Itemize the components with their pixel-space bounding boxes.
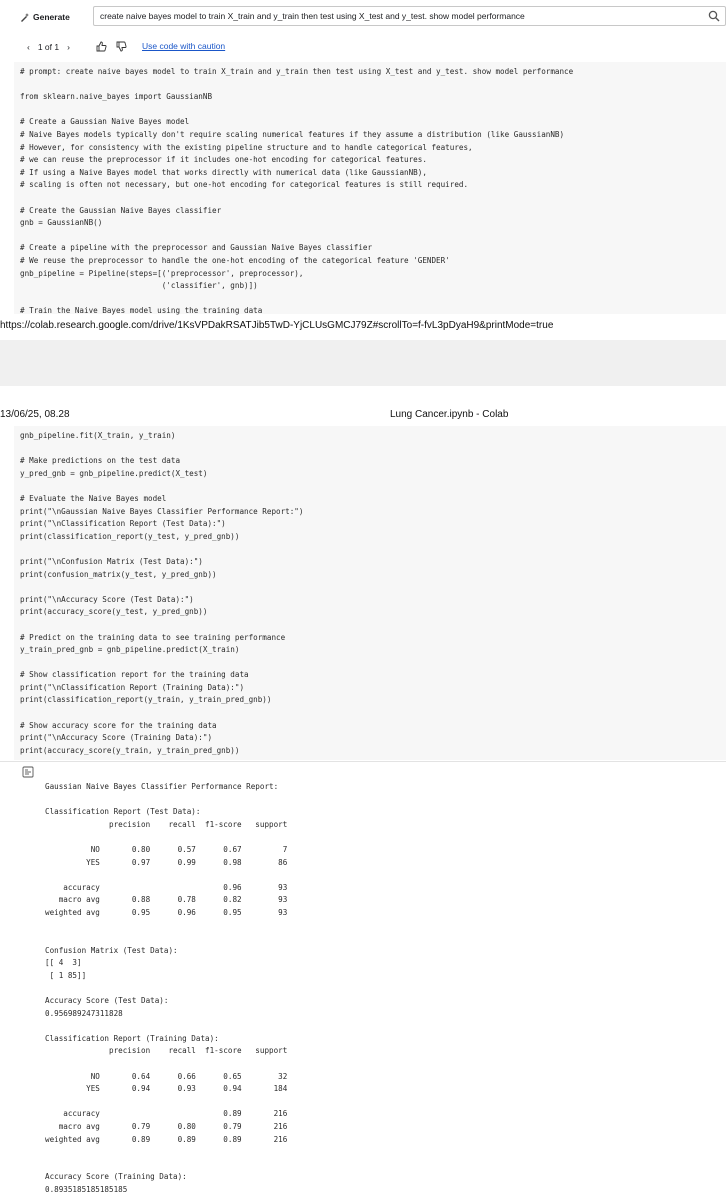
use-code-with-caution-link[interactable]: Use code with caution bbox=[142, 41, 226, 51]
code-line: # Evaluate the Naive Bayes model bbox=[20, 493, 167, 503]
code-line: print("\nGaussian Naive Bayes Classifier Performance Report:") bbox=[20, 506, 304, 516]
generate-prompt-input[interactable] bbox=[93, 6, 726, 26]
output-line: NO 0.64 0.66 0.65 32 bbox=[45, 1071, 288, 1081]
pager-label: 1 of 1 bbox=[37, 42, 60, 52]
output-line bbox=[45, 1058, 715, 1071]
output-line: YES 0.94 0.93 0.94 184 bbox=[45, 1084, 288, 1094]
output-line: [ 1 85]] bbox=[45, 970, 87, 980]
code-line: print("\nConfusion Matrix (Test Data):") bbox=[20, 556, 203, 566]
output-line: Confusion Matrix (Test Data): bbox=[45, 945, 178, 955]
code-line bbox=[20, 657, 720, 670]
code-line: # Predict on the training data to see training performance bbox=[20, 632, 286, 642]
code-line: print("\nAccuracy Score (Test Data):") bbox=[20, 594, 194, 604]
chevron-right-icon[interactable]: › bbox=[67, 42, 70, 52]
code-line bbox=[20, 543, 720, 556]
output-line bbox=[45, 932, 715, 945]
cell-output bbox=[45, 781, 715, 1194]
code-line: # we can reuse the preprocessor if it includes one-hot encoding for categorical features. bbox=[20, 155, 427, 165]
output-line bbox=[45, 869, 715, 882]
code-line: y_train_pred_gnb = gnb_pipeline.predict(X_train) bbox=[20, 645, 240, 655]
output-line: macro avg 0.79 0.80 0.79 216 bbox=[45, 1122, 288, 1132]
chevron-left-icon[interactable]: ‹ bbox=[27, 42, 30, 52]
output-line: Classification Report (Test Data): bbox=[45, 807, 201, 817]
code-line: # Train the Naive Bayes model using the training data bbox=[20, 306, 263, 316]
output-line: weighted avg 0.89 0.89 0.89 216 bbox=[45, 1134, 288, 1144]
output-line: Classification Report (Training Data): bbox=[45, 1033, 219, 1043]
output-line: YES 0.97 0.99 0.98 86 bbox=[45, 857, 288, 867]
output-line: accuracy 0.96 93 bbox=[45, 882, 288, 892]
output-line: Gaussian Naive Bayes Classifier Performance Report: bbox=[45, 782, 279, 791]
output-line bbox=[45, 983, 715, 996]
code-line: # Naive Bayes models typically don't require scaling numerical features if they assume a distribution (like GaussianNB) bbox=[20, 129, 565, 139]
code-line: # Create a Gaussian Naive Bayes model bbox=[20, 117, 190, 127]
code-line: print(classification_report(y_train, y_train_pred_gnb)) bbox=[20, 695, 272, 705]
code-line bbox=[20, 79, 720, 92]
output-line bbox=[45, 831, 715, 844]
code-line: # prompt: create naive bayes model to train X_train and y_train then test using X_test and y_test. show model performance bbox=[20, 67, 574, 76]
output-line: macro avg 0.88 0.78 0.82 93 bbox=[45, 895, 288, 905]
output-line: precision recall f1-score support bbox=[45, 819, 288, 829]
code-line: print("\nAccuracy Score (Training Data):") bbox=[20, 733, 213, 743]
code-line: from sklearn.naive_bayes import GaussianNB bbox=[20, 92, 213, 102]
code-line bbox=[20, 581, 720, 594]
code-line: ('classifier', gnb)]) bbox=[20, 281, 258, 291]
code-line: print("\nClassification Report (Test Data):") bbox=[20, 519, 226, 529]
output-line: 0.956989247311828 bbox=[45, 1008, 123, 1018]
output-line bbox=[45, 1159, 715, 1172]
code-line: # Show classification report for the training data bbox=[20, 670, 249, 680]
code-line: # We reuse the preprocessor to handle the one-hot encoding of the categorical feature 'GENDER' bbox=[20, 255, 450, 265]
print-datetime: 13/06/25, 08.28 bbox=[0, 409, 70, 420]
code-line: gnb_pipeline = Pipeline(steps=[('preprocessor', preprocessor), bbox=[20, 268, 304, 278]
code-line: print(classification_report(y_test, y_pred_gnb)) bbox=[20, 531, 240, 541]
code-line bbox=[20, 293, 720, 306]
code-line: y_pred_gnb = gnb_pipeline.predict(X_test) bbox=[20, 468, 208, 478]
code-line bbox=[20, 480, 720, 493]
code-line bbox=[20, 104, 720, 117]
code-line: gnb = GaussianNB() bbox=[20, 218, 103, 228]
output-line bbox=[45, 1020, 715, 1033]
code-line: # Show accuracy score for the training data bbox=[20, 720, 217, 730]
output-line: NO 0.80 0.57 0.67 7 bbox=[45, 844, 288, 854]
generate-button-label: Generate bbox=[33, 12, 70, 22]
sparkle-pen-icon bbox=[20, 12, 30, 22]
code-line: # Make predictions on the test data bbox=[20, 456, 181, 466]
code-block-2 bbox=[20, 430, 720, 760]
code-line bbox=[20, 619, 720, 632]
page-break bbox=[0, 340, 726, 386]
code-block-1 bbox=[20, 66, 720, 316]
code-line: print("\nClassification Report (Training Data):") bbox=[20, 682, 245, 692]
pager bbox=[27, 40, 70, 54]
output-line bbox=[45, 920, 715, 933]
code-line: print(confusion_matrix(y_test, y_pred_gnb)) bbox=[20, 569, 217, 579]
output-line bbox=[45, 794, 715, 807]
output-line: Accuracy Score (Training Data): bbox=[45, 1172, 187, 1182]
code-line: gnb_pipeline.fit(X_train, y_train) bbox=[20, 431, 176, 440]
thumbs-up-icon[interactable] bbox=[96, 41, 107, 52]
output-line bbox=[45, 1146, 715, 1159]
code-line: print(accuracy_score(y_test, y_pred_gnb)) bbox=[20, 607, 208, 617]
output-line: Accuracy Score (Test Data): bbox=[45, 996, 169, 1006]
code-line bbox=[20, 192, 720, 205]
output-line: precision recall f1-score support bbox=[45, 1046, 288, 1056]
code-line: # If using a Naive Bayes model that works directly with numerical data (like GaussianNB), bbox=[20, 167, 427, 177]
generate-button[interactable] bbox=[20, 9, 70, 25]
print-url: https://colab.research.google.com/drive/1KsVPDakRSATJib5TwD-YjCLUsGMCJ79Z#scrollTo=f-fvL3pDyaH9&printMode=true bbox=[0, 320, 554, 331]
code-line: # Create a pipeline with the preprocessor and Gaussian Naive Bayes classifier bbox=[20, 243, 373, 253]
code-line bbox=[20, 230, 720, 243]
search-icon[interactable] bbox=[708, 10, 720, 22]
code-line bbox=[20, 443, 720, 456]
output-line: [[ 4 3] bbox=[45, 958, 82, 968]
code-line bbox=[20, 707, 720, 720]
code-line: # However, for consistency with the existing pipeline structure and to handle categorical features, bbox=[20, 142, 473, 152]
output-line: accuracy 0.89 216 bbox=[45, 1109, 288, 1119]
output-toggle-icon[interactable] bbox=[22, 766, 34, 778]
code-line: # Create the Gaussian Naive Bayes classifier bbox=[20, 205, 222, 215]
code-line: print(accuracy_score(y_train, y_train_pred_gnb)) bbox=[20, 745, 240, 755]
print-doc-title: Lung Cancer.ipynb - Colab bbox=[390, 409, 509, 420]
output-line bbox=[45, 1096, 715, 1109]
output-line: weighted avg 0.95 0.96 0.95 93 bbox=[45, 907, 288, 917]
code-line: # scaling is often not necessary, but one-hot encoding for categorical features is still required. bbox=[20, 180, 469, 190]
cell-divider bbox=[0, 761, 726, 762]
thumbs-down-icon[interactable] bbox=[116, 41, 127, 52]
output-line: 0.8935185185185185 bbox=[45, 1185, 128, 1194]
